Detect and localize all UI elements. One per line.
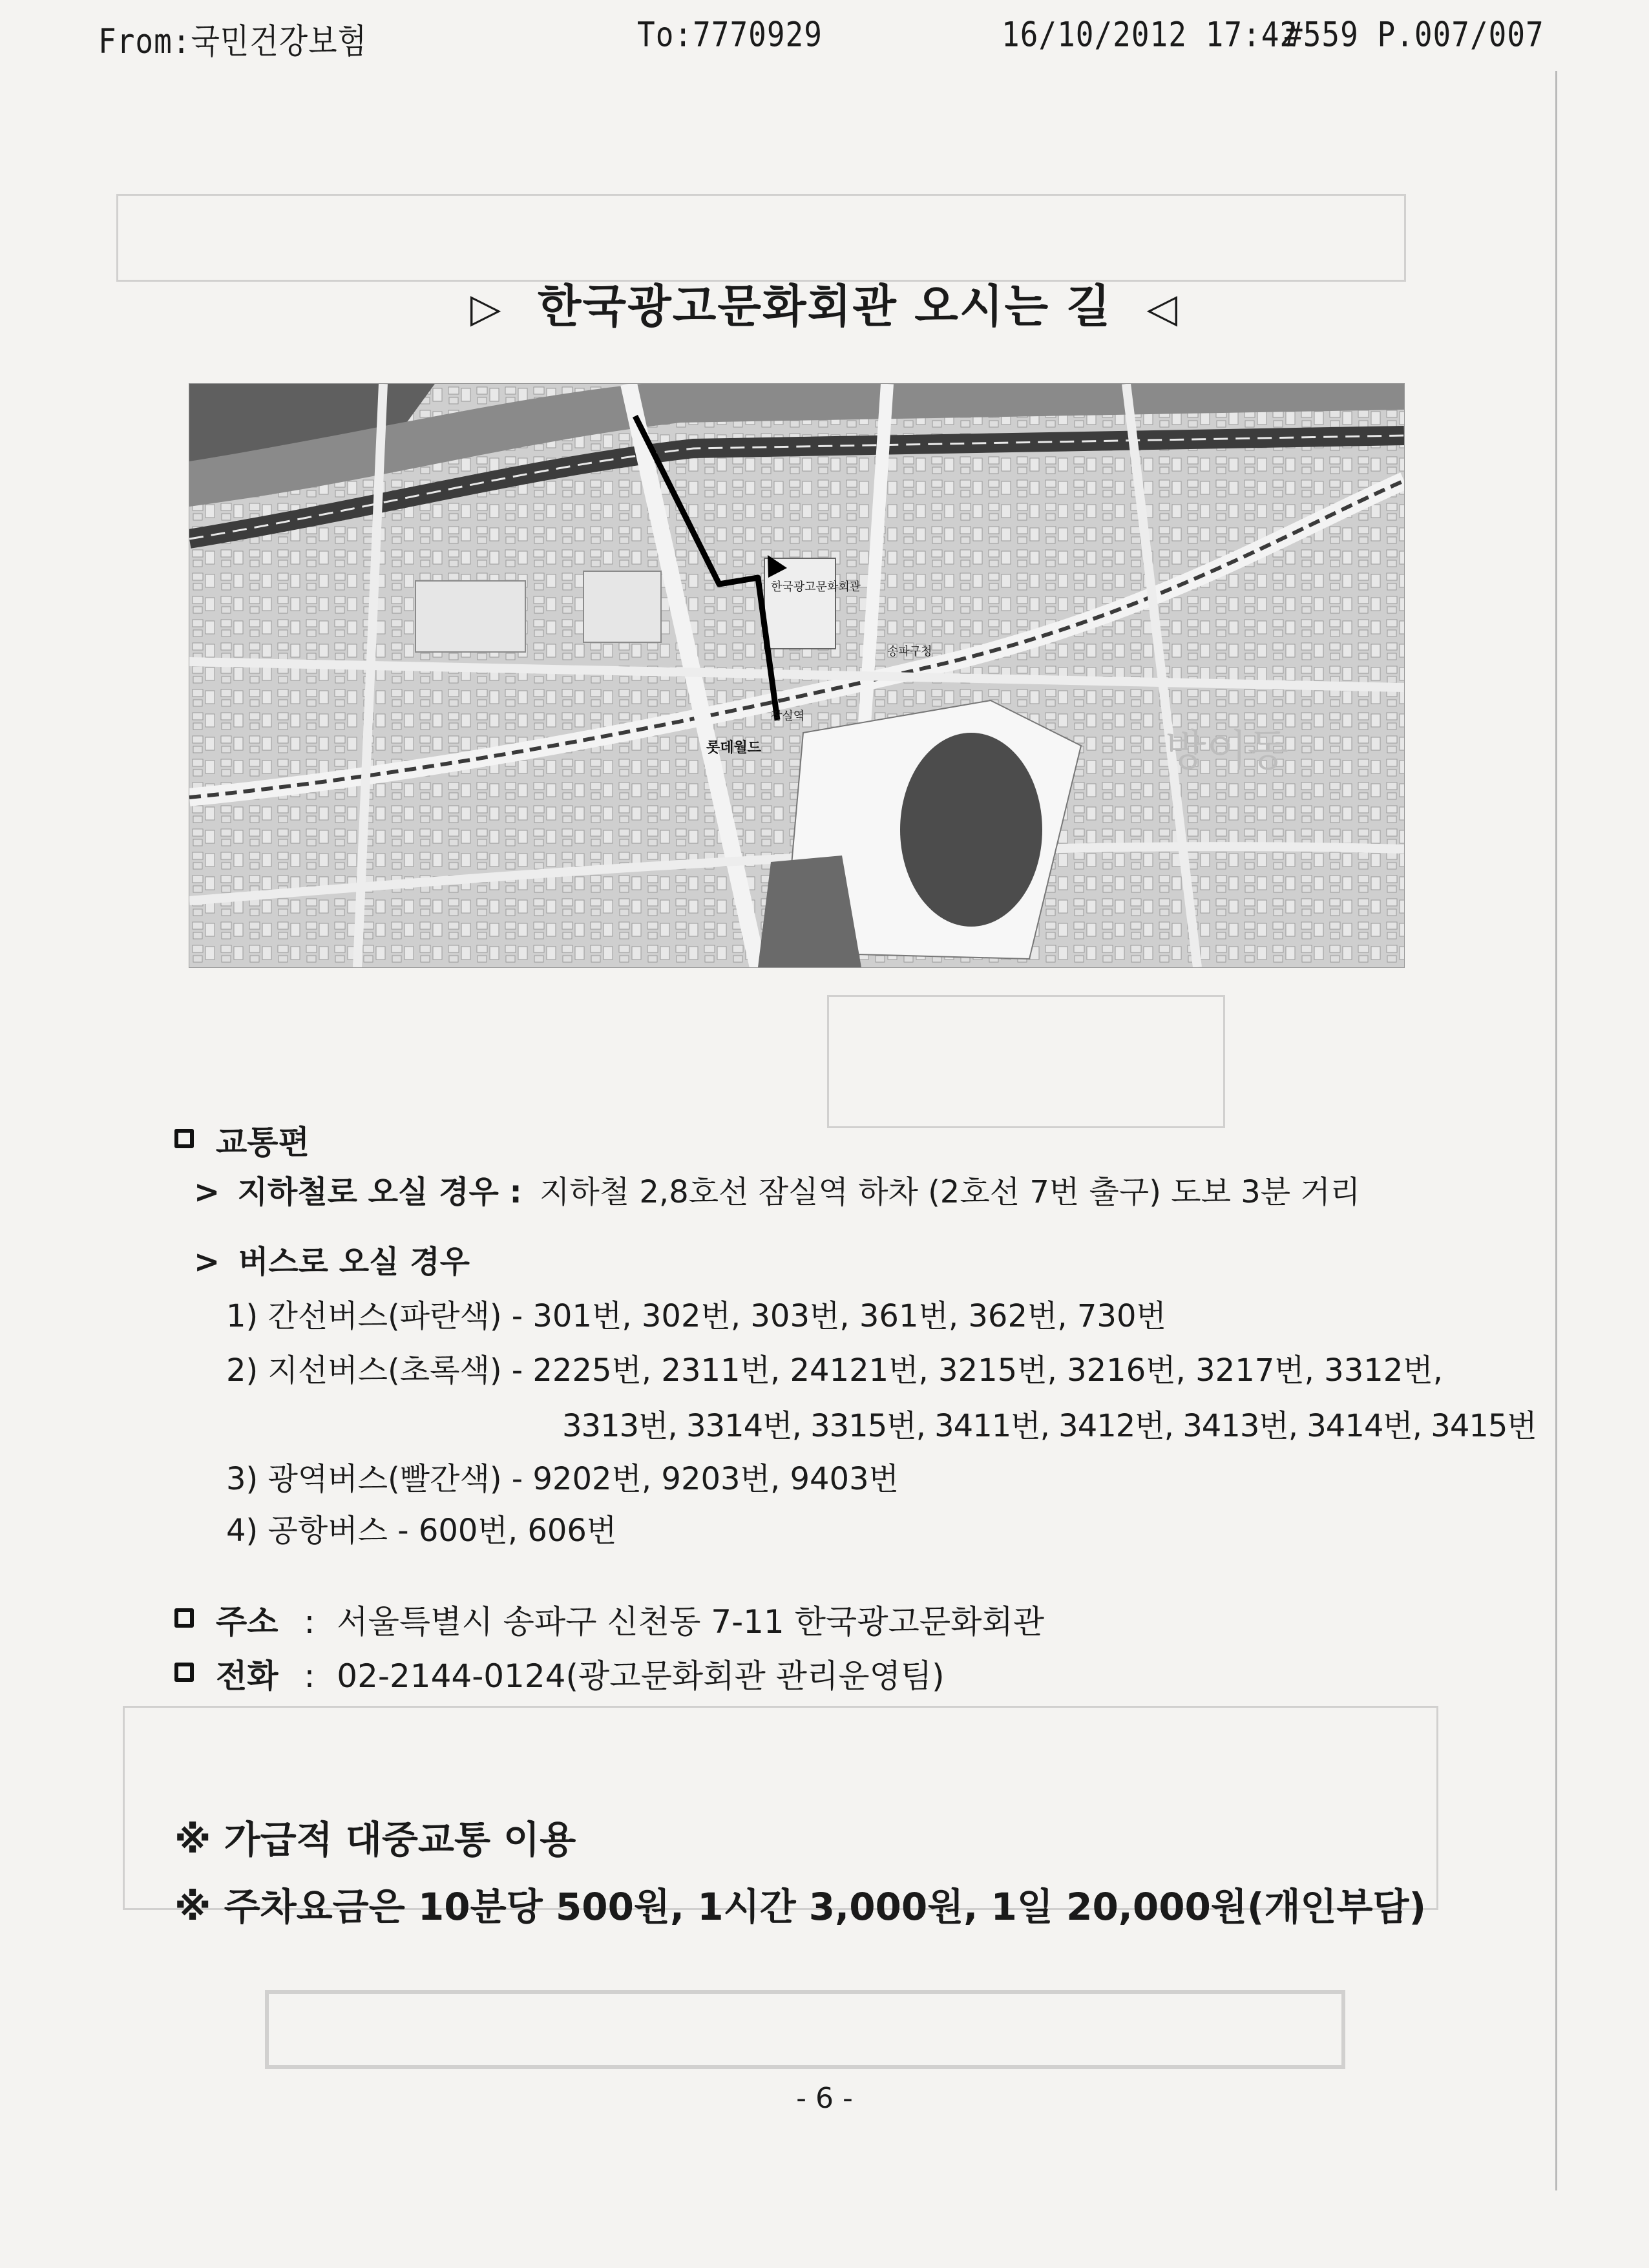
map-label: 방이동 (1165, 726, 1289, 775)
map-label: 한국광고문화회관 (771, 580, 861, 594)
fax-to: To:7770929 (637, 14, 823, 55)
phone-row (174, 1650, 945, 1697)
bus-marker: > (194, 1244, 220, 1280)
map-label: 롯데월드 (706, 740, 762, 756)
phone-text: 02-2144-0124(광고문화회관 관리운영팀) (337, 1657, 945, 1695)
subway-label: 지하철로 오실 경우 : (237, 1174, 522, 1210)
page-number: - 6 - (796, 2082, 853, 2115)
bus-item: 2) 지선버스(초록색) - 2225번, 2311번, 24121번, 3215번, 3216번, 3217번, 3312번, (226, 1352, 1443, 1389)
square-bullet-icon (174, 1608, 194, 1628)
phone-label: 전화 (216, 1657, 278, 1695)
location-map (189, 383, 1405, 968)
bus-item: 3) 광역버스(빨간색) - 9202번, 9203번, 9403번 (226, 1461, 899, 1497)
fax-header (0, 14, 1649, 67)
fax-datetime: 16/10/2012 17:42 (1002, 14, 1299, 55)
map-label: 송파구청 (887, 645, 932, 658)
title-left-arrow-icon: ▷ (470, 284, 503, 331)
address-sep: : (304, 1603, 315, 1641)
subway-line (194, 1167, 1360, 1212)
note-parking-fee: ※ 주차요금은 10분당 500원, 1시간 3,000원, 1일 20,000원(개인부담) (174, 1885, 1427, 1929)
square-bullet-icon (174, 1129, 194, 1148)
bus-label: 버스로 오실 경우 (238, 1244, 470, 1280)
map-label: 잠실역 (771, 709, 805, 723)
phone-sep: : (304, 1657, 315, 1695)
bleed-through-box (265, 1990, 1345, 2069)
bus-line (194, 1237, 470, 1281)
fax-from: From:국민건강보험 (98, 21, 368, 61)
map-graphic (189, 384, 1404, 967)
subway-marker: > (194, 1174, 220, 1210)
transport-heading-text: 교통편 (216, 1124, 310, 1161)
address-text: 서울특별시 송파구 신천동 7-11 한국광고문화회관 (337, 1603, 1045, 1641)
title-text: 한국광고문화회관 오시는 길 (537, 280, 1112, 333)
page-title (0, 270, 1649, 335)
address-row (174, 1596, 1044, 1643)
bus-item: 4) 공항버스 - 600번, 606번 (226, 1513, 617, 1549)
title-right-arrow-icon: ◁ (1146, 284, 1179, 331)
transport-heading (174, 1117, 310, 1163)
bus-item: 3313번, 3314번, 3315번, 3411번, 3412번, 3413번, 3414번, 3415번 (562, 1408, 1537, 1444)
square-bullet-icon (174, 1663, 194, 1682)
address-label: 주소 (216, 1603, 278, 1641)
bleed-through-box (827, 995, 1225, 1128)
bleed-through-box (116, 194, 1406, 282)
fax-page: #559 P.007/007 (1285, 14, 1544, 55)
scan-edge-rule (1555, 71, 1557, 2190)
note-public-transport: ※ 가급적 대중교통 이용 (174, 1818, 576, 1862)
bus-item: 1) 간선버스(파란색) - 301번, 302번, 303번, 361번, 362번, 730번 (226, 1298, 1166, 1334)
subway-text: 지하철 2,8호선 잠실역 하차 (2호선 7번 출구) 도보 3분 거리 (540, 1174, 1361, 1210)
